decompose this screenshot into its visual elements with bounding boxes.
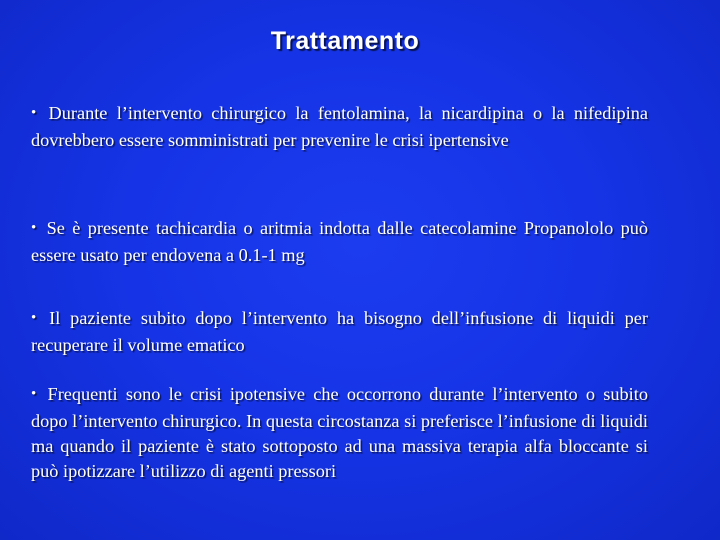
bullet-item — [31, 216, 648, 268]
bullet-dot-icon: • — [31, 105, 37, 121]
bullet-item — [31, 382, 648, 484]
bullet-text: Il paziente subito dopo l’intervento ha bisogno dell’infusione di liquidi per recuperare il volume ematico — [31, 308, 649, 355]
bullet-dot-icon: • — [31, 310, 37, 326]
bullet-text: Se è presente tachicardia o aritmia indotta dalle catecolamine Propanololo può essere usato per endovena a 0.1-1 mg — [31, 218, 648, 265]
bullet-item — [31, 306, 648, 358]
bullet-item — [31, 101, 648, 153]
slide-title: Trattamento — [270, 27, 420, 55]
bullet-text: Frequenti sono le crisi ipotensive che occorrono durante l’intervento o subito dopo l’intervento chirurgico. In questa circostanza si preferisce l’infusione di liquidi ma quando il paziente è stato sottoposto ad una massiva terapia alfa bloccante si può ipotizzare l’utilizzo di agenti pressori — [31, 384, 648, 481]
bullet-dot-icon: • — [31, 220, 37, 236]
bullet-dot-icon: • — [31, 386, 37, 402]
bullet-text: Durante l’intervento chirurgico la fentolamina, la nicardipina o la nifedipina dovrebbero essere somministrati per prevenire le crisi ipertensive — [31, 103, 648, 150]
